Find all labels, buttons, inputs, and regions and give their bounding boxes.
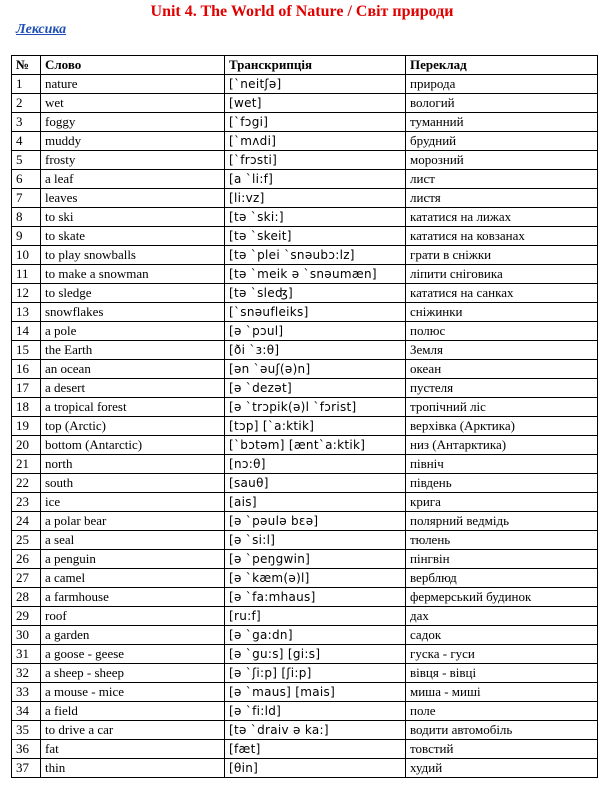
cell-transcription: [tə `draiv ə ka:] (225, 721, 406, 740)
table-row (12, 113, 598, 132)
cell-translation: пінгвін (406, 550, 598, 569)
cell-transcription: [tɔp] [`a:ktik] (225, 417, 406, 436)
cell-transcription: [ə `peŋgwin] (225, 550, 406, 569)
cell-translation: миша - миші (406, 683, 598, 702)
cell-word: foggy (41, 113, 225, 132)
cell-transcription: [sauθ] (225, 474, 406, 493)
table-row (12, 246, 598, 265)
table-row (12, 227, 598, 246)
cell-translation: ліпити сніговика (406, 265, 598, 284)
table-row (12, 303, 598, 322)
cell-transcription: [`snəufleiks] (225, 303, 406, 322)
cell-word: a seal (41, 531, 225, 550)
cell-transcription: [ə `si:l] (225, 531, 406, 550)
cell-word: fat (41, 740, 225, 759)
cell-number: 22 (12, 474, 41, 493)
cell-translation: тропічний ліс (406, 398, 598, 417)
cell-word: leaves (41, 189, 225, 208)
cell-transcription: [fæt] (225, 740, 406, 759)
cell-word: a tropical forest (41, 398, 225, 417)
table-row (12, 664, 598, 683)
cell-word: a goose - geese (41, 645, 225, 664)
cell-word: a mouse - mice (41, 683, 225, 702)
table-row (12, 550, 598, 569)
cell-word: ice (41, 493, 225, 512)
cell-number: 20 (12, 436, 41, 455)
table-row (12, 683, 598, 702)
cell-translation: тюлень (406, 531, 598, 550)
table-row (12, 322, 598, 341)
cell-number: 26 (12, 550, 41, 569)
cell-translation: брудний (406, 132, 598, 151)
table-row (12, 132, 598, 151)
cell-transcription: [ə `pəulə bɛə] (225, 512, 406, 531)
cell-word: a farmhouse (41, 588, 225, 607)
cell-transcription: [ə `kæm(ə)l] (225, 569, 406, 588)
table-row (12, 436, 598, 455)
cell-word: bottom (Antarctic) (41, 436, 225, 455)
cell-translation: південь (406, 474, 598, 493)
cell-number: 14 (12, 322, 41, 341)
cell-translation: поле (406, 702, 598, 721)
cell-number: 12 (12, 284, 41, 303)
table-row (12, 170, 598, 189)
cell-word: to drive a car (41, 721, 225, 740)
table-row (12, 398, 598, 417)
cell-transcription: [ə `pɔul] (225, 322, 406, 341)
cell-number: 36 (12, 740, 41, 759)
cell-word: muddy (41, 132, 225, 151)
header-translation: Переклад (406, 56, 598, 75)
cell-translation: кататися на ковзанах (406, 227, 598, 246)
section-link-leksyka[interactable]: Лексика (16, 22, 67, 37)
cell-number: 32 (12, 664, 41, 683)
cell-word: to skate (41, 227, 225, 246)
cell-number: 18 (12, 398, 41, 417)
table-row (12, 702, 598, 721)
cell-number: 5 (12, 151, 41, 170)
cell-transcription: [ə `fa:mhaus] (225, 588, 406, 607)
cell-translation: листя (406, 189, 598, 208)
cell-transcription: [tə `sleʤ] (225, 284, 406, 303)
table-row (12, 94, 598, 113)
cell-word: a pole (41, 322, 225, 341)
cell-translation: садок (406, 626, 598, 645)
cell-translation: кататися на санках (406, 284, 598, 303)
cell-transcription: [ə `gu:s] [gi:s] (225, 645, 406, 664)
table-row (12, 208, 598, 227)
cell-number: 25 (12, 531, 41, 550)
cell-number: 10 (12, 246, 41, 265)
cell-transcription: [ə `maus] [mais] (225, 683, 406, 702)
cell-word: snowflakes (41, 303, 225, 322)
table-row (12, 284, 598, 303)
cell-word: south (41, 474, 225, 493)
cell-number: 13 (12, 303, 41, 322)
cell-translation: товстий (406, 740, 598, 759)
table-row (12, 531, 598, 550)
cell-word: to sledge (41, 284, 225, 303)
cell-translation: полюс (406, 322, 598, 341)
cell-number: 17 (12, 379, 41, 398)
cell-word: an ocean (41, 360, 225, 379)
cell-transcription: [`fɔgi] (225, 113, 406, 132)
cell-translation: північ (406, 455, 598, 474)
cell-translation: верхівка (Арктика) (406, 417, 598, 436)
table-row (12, 151, 598, 170)
cell-word: a field (41, 702, 225, 721)
page-title: Unit 4. The World of Nature / Світ природи (150, 3, 454, 20)
cell-number: 31 (12, 645, 41, 664)
cell-number: 2 (12, 94, 41, 113)
cell-word: a sheep - sheep (41, 664, 225, 683)
table-row (12, 493, 598, 512)
cell-word: north (41, 455, 225, 474)
cell-word: top (Arctic) (41, 417, 225, 436)
cell-word: roof (41, 607, 225, 626)
cell-translation: полярний ведмідь (406, 512, 598, 531)
table-row (12, 721, 598, 740)
cell-translation: худий (406, 759, 598, 778)
cell-word: frosty (41, 151, 225, 170)
cell-word: the Earth (41, 341, 225, 360)
cell-transcription: [tə `skeit] (225, 227, 406, 246)
table-row (12, 341, 598, 360)
cell-translation: гуска - гуси (406, 645, 598, 664)
cell-translation: океан (406, 360, 598, 379)
cell-transcription: [tə `plei `snəubɔ:lz] (225, 246, 406, 265)
cell-number: 9 (12, 227, 41, 246)
table-row (12, 474, 598, 493)
cell-translation: вологий (406, 94, 598, 113)
cell-translation: природа (406, 75, 598, 94)
cell-translation: пустеля (406, 379, 598, 398)
cell-number: 34 (12, 702, 41, 721)
cell-number: 11 (12, 265, 41, 284)
cell-transcription: [ru:f] (225, 607, 406, 626)
cell-translation: лист (406, 170, 598, 189)
cell-word: a polar bear (41, 512, 225, 531)
cell-translation: верблюд (406, 569, 598, 588)
table-row (12, 75, 598, 94)
table-body (12, 75, 598, 778)
header-number: № (12, 56, 41, 75)
cell-word: nature (41, 75, 225, 94)
table-row (12, 607, 598, 626)
cell-number: 30 (12, 626, 41, 645)
cell-transcription: [ə `ʃi:p] [ʃi:p] (225, 664, 406, 683)
cell-transcription: [tə `meik ə `snəumæn] (225, 265, 406, 284)
cell-transcription: [`neitʃə] (225, 75, 406, 94)
cell-number: 33 (12, 683, 41, 702)
table-row (12, 569, 598, 588)
cell-word: to play snowballs (41, 246, 225, 265)
cell-word: a garden (41, 626, 225, 645)
cell-number: 35 (12, 721, 41, 740)
cell-translation: сніжинки (406, 303, 598, 322)
cell-number: 15 (12, 341, 41, 360)
cell-transcription: [ə `ga:dn] (225, 626, 406, 645)
table-row (12, 379, 598, 398)
header-transcription: Транскрипція (225, 56, 406, 75)
cell-number: 37 (12, 759, 41, 778)
cell-transcription: [ən `əuʃ(ə)n] (225, 360, 406, 379)
table-row (12, 740, 598, 759)
cell-transcription: [ais] (225, 493, 406, 512)
cell-translation: водити автомобіль (406, 721, 598, 740)
cell-transcription: [ə `dezət] (225, 379, 406, 398)
cell-number: 4 (12, 132, 41, 151)
cell-transcription: [li:vz] (225, 189, 406, 208)
cell-transcription: [ði `ɜ:θ] (225, 341, 406, 360)
cell-translation: Земля (406, 341, 598, 360)
table-row (12, 626, 598, 645)
table-row (12, 189, 598, 208)
cell-number: 23 (12, 493, 41, 512)
cell-number: 19 (12, 417, 41, 436)
cell-translation: вівця - вівці (406, 664, 598, 683)
table-row (12, 645, 598, 664)
cell-transcription: [`frɔsti] (225, 151, 406, 170)
cell-transcription: [`mʌdi] (225, 132, 406, 151)
table-row (12, 455, 598, 474)
cell-translation: дах (406, 607, 598, 626)
cell-transcription: [θin] (225, 759, 406, 778)
cell-number: 7 (12, 189, 41, 208)
cell-word: a desert (41, 379, 225, 398)
cell-translation: туманний (406, 113, 598, 132)
cell-transcription: [a `li:f] (225, 170, 406, 189)
table-row (12, 512, 598, 531)
cell-transcription: [ə `trɔpik(ə)l `fɔrist] (225, 398, 406, 417)
cell-number: 28 (12, 588, 41, 607)
cell-number: 27 (12, 569, 41, 588)
cell-word: a leaf (41, 170, 225, 189)
cell-word: thin (41, 759, 225, 778)
table-row (12, 588, 598, 607)
header-word: Слово (41, 56, 225, 75)
cell-number: 1 (12, 75, 41, 94)
table-row (12, 360, 598, 379)
cell-translation: низ (Антарктика) (406, 436, 598, 455)
cell-number: 24 (12, 512, 41, 531)
cell-transcription: [`bɔtəm] [ænt`a:ktik] (225, 436, 406, 455)
cell-word: wet (41, 94, 225, 113)
cell-number: 16 (12, 360, 41, 379)
cell-number: 8 (12, 208, 41, 227)
table-row (12, 759, 598, 778)
cell-word: a penguin (41, 550, 225, 569)
cell-number: 29 (12, 607, 41, 626)
cell-number: 6 (12, 170, 41, 189)
cell-translation: кататися на лижах (406, 208, 598, 227)
cell-translation: грати в сніжки (406, 246, 598, 265)
cell-translation: морозний (406, 151, 598, 170)
cell-transcription: [ə `fi:ld] (225, 702, 406, 721)
cell-word: to make a snowman (41, 265, 225, 284)
cell-translation: фермерський будинок (406, 588, 598, 607)
cell-transcription: [wet] (225, 94, 406, 113)
table-header-row (12, 56, 598, 75)
cell-word: a camel (41, 569, 225, 588)
vocabulary-table (11, 55, 598, 778)
cell-word: to ski (41, 208, 225, 227)
table-row (12, 265, 598, 284)
cell-translation: крига (406, 493, 598, 512)
cell-number: 21 (12, 455, 41, 474)
cell-transcription: [nɔ:θ] (225, 455, 406, 474)
table-row (12, 417, 598, 436)
cell-number: 3 (12, 113, 41, 132)
cell-transcription: [tə `ski:] (225, 208, 406, 227)
